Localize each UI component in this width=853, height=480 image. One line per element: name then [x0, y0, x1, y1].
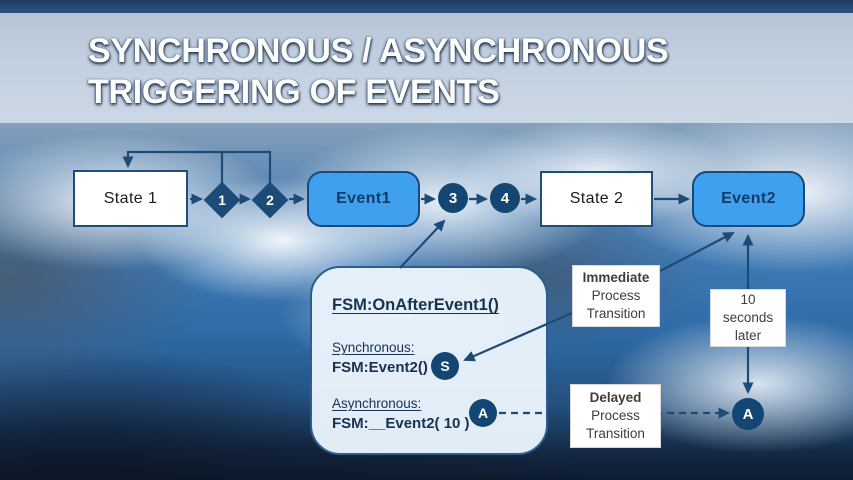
step-3-node	[438, 183, 468, 213]
immediate-note-line1: Immediate	[582, 269, 650, 285]
state-2-node	[540, 171, 653, 227]
synchronous-label: Synchronous:	[332, 340, 415, 355]
delayed-note-line2: Process	[591, 407, 640, 423]
diamond-2-node	[252, 182, 288, 218]
delayed-transition-note	[570, 384, 661, 448]
event-2-label: Event2	[721, 190, 776, 207]
state-1-node	[73, 170, 188, 227]
page-title	[88, 31, 668, 113]
step-4-label: 4	[500, 189, 510, 207]
asynchronous-label: Asynchronous:	[332, 396, 422, 411]
event-1-label: Event1	[336, 190, 391, 207]
step-4-node	[490, 183, 520, 213]
immediate-note-line2: Process	[591, 287, 641, 303]
step-3-label: 3	[448, 189, 458, 207]
asynchronous-code: FSM:__Event2( 10 )	[332, 415, 470, 432]
event-2-node	[692, 171, 805, 227]
arrow-immediate-to-event2	[660, 233, 733, 271]
sync-marker-label: S	[440, 358, 450, 374]
synchronous-code: FSM:Event2()	[332, 359, 428, 376]
immediate-transition-note	[572, 265, 660, 327]
async-target-label: A	[742, 405, 754, 423]
sync-marker-circle	[431, 352, 459, 380]
ten-seconds-line2: seconds	[722, 309, 774, 325]
diamond-1-node	[204, 182, 240, 218]
immediate-note-line3: Transition	[586, 306, 646, 322]
ten-seconds-line3: later	[734, 328, 762, 344]
diamond-2-label: 2	[266, 192, 274, 208]
delayed-note-line1: Delayed	[589, 389, 642, 405]
fsm-callback-panel	[310, 266, 548, 455]
arrow-fsm-c3	[400, 221, 444, 268]
async-marker-label: A	[477, 405, 489, 421]
diamond-1-label: 1	[218, 192, 226, 208]
page-title-line2: TRIGGERING OF EVENTS	[88, 72, 500, 111]
delayed-note-line3: Transition	[586, 426, 645, 442]
state-1-label: State 1	[103, 189, 158, 207]
async-target-circle	[732, 398, 764, 430]
async-marker-circle	[469, 399, 497, 427]
event-1-node	[307, 171, 420, 227]
page-title-line1: SYNCHRONOUS / ASYNCHRONOUS	[88, 32, 669, 70]
ten-seconds-line1: 10	[740, 291, 756, 307]
fsm-heading: FSM:OnAfterEvent1()	[332, 296, 499, 314]
state-2-label: State 2	[569, 190, 624, 207]
ten-seconds-note	[710, 289, 786, 347]
